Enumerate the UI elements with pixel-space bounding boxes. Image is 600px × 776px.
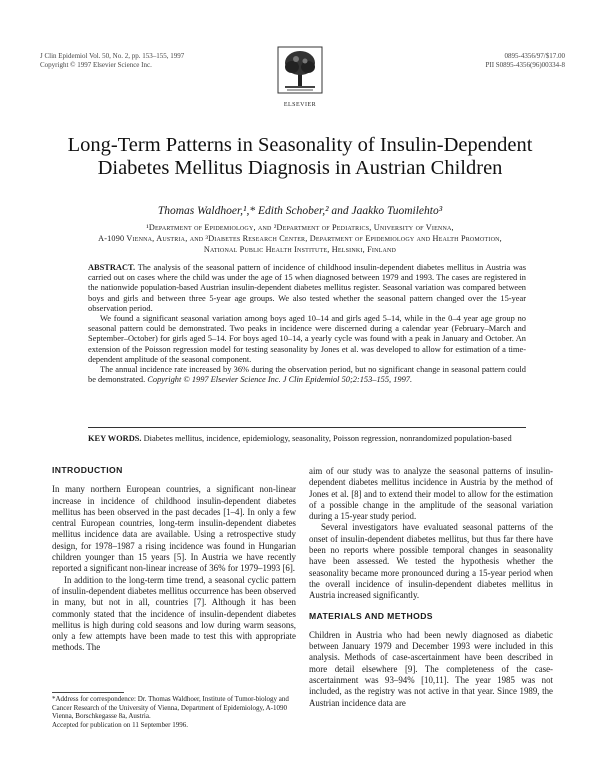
footnote-accepted: Accepted for publication on 11 September 1996. — [52, 720, 189, 729]
abstract-citation: Copyright © 1997 Elsevier Science Inc. J Clin Epidemiol 50;2:153–155, 1997. — [147, 375, 413, 385]
body-paragraph: aim of our study was to analyze the seasonal patterns of insulin-dependent diabetes mellitus incidence in Austria by the method of Jones et al. [8] and to extend their model to allow for the estimation of a possible change in the amplitude of the seasonal variation during a 15-year study period. — [309, 466, 553, 522]
abstract-label: ABSTRACT. — [88, 263, 136, 272]
affiliation-line: National Public Health Institute, Helsinki, Finland — [203, 245, 397, 254]
article-authors: Thomas Waldhoer,¹,* Edith Schober,² and Jaakko Tuomilehto³ — [157, 205, 443, 217]
elsevier-tree-icon — [277, 46, 323, 96]
journal-line-2: Copyright © 1997 Elsevier Science Inc. — [40, 61, 152, 69]
issn-line-1: 0895-4356/97/$17.00 — [504, 52, 565, 60]
article-affiliations — [60, 222, 540, 255]
body-paragraph: In addition to the long-term time trend, a seasonal cyclic pattern of insulin-dependent diabetes mellitus occurrence has been observed in many, but not in all, countries [7]. Although it has been commonly stated that the incidence of insulin-dependent diabetes mellitus is high during cold seasons and low during warm seasons, only a few attempts have been made to test this with appropriate methods. The — [52, 574, 296, 653]
abstract-paragraph: We found a significant seasonal variation among boys aged 10–14 and girls aged 5–14, while in the 0–4 year age group no seasonal pattern could be demonstrated. Two peaks in incidence were discerned during a calendar year (February–March and September–October) for girls aged 5–14. For boys aged 10–14, a yearly cycle was found with a peak in January and October. An extension of the Poisson regression model for testing seasonality by Jones et al. was developed to allow for estimation of a time-dependent amplitude of the seasonal component. — [88, 314, 526, 364]
abstract — [88, 263, 526, 385]
article-title: Long-Term Patterns in Seasonality of Insulin-Dependent Diabetes Mellitus Diagnosis in Austrian Children — [67, 134, 533, 179]
affiliation-line: A-1090 Vienna, Austria, and ³Diabetes Research Center, Department of Epidemiology and Health Promotion, — [98, 234, 502, 243]
abstract-paragraph — [88, 263, 526, 314]
abstract-divider — [88, 427, 526, 428]
section-heading-introduction: INTRODUCTION — [52, 465, 123, 475]
publisher-name: ELSEVIER — [283, 102, 317, 108]
section-heading-methods: MATERIALS AND METHODS — [309, 610, 433, 621]
keywords — [88, 434, 526, 444]
body-paragraph: Several investigators have evaluated seasonal patterns of the onset of insulin-dependent diabetes mellitus, but thus far there have been no reports where possible temporal changes in seasonality have been assessed. We tested the hypothesis whether the seasonality became more pronounced during a 15-year period when the overall incidence of insulin-dependent diabetes mellitus in Austria increased significantly. — [309, 522, 553, 601]
body-paragraph: In many northern European countries, a significant non-linear increase in incidence of childhood insulin-dependent diabetes mellitus has been observed in the past decades [1–4]. In only a few central European countries, long-term insulin-dependent diabetes mellitus incidence data are available. Using a retrospective study design, for 1978–1987 a rising incidence was found in Hungarian children younger than 15 years [5]. In Austria we have recently reported a significant non-linear increase of 36% for 1979–1993 [6]. — [52, 484, 296, 574]
footnote-address: *Address for correspondence: Dr. Thomas Waldhoer, Institute of Tumor-biology and Cancer Research of the University of Vienna, Department of Epidemiology, A-1090 Vienna, Borschkegasse 8a, Austria. — [52, 695, 289, 721]
journal-citation — [40, 52, 240, 70]
footnote-divider — [52, 692, 124, 693]
footnotes — [52, 695, 296, 729]
abstract-paragraph — [88, 365, 526, 385]
body-column-left — [52, 465, 296, 687]
publisher-logo — [270, 46, 330, 108]
affiliation-line: ¹Department of Epidemiology, and ²Department of Pediatrics, University of Vienna, — [146, 223, 454, 232]
body-column-right — [309, 466, 553, 766]
body-paragraph: Children in Austria who had been newly diagnosed as diabetic between January 1979 and December 1993 were included in this analysis. Methods of case-ascertainment have been described in more detail elsewhere [9]. The completeness of the case-ascertainment was 93–94% [10,11]. The year 1985 was not included, as the registry was not active in that year. Since 1989, the Austrian incidence data are — [309, 629, 553, 708]
keywords-text: Diabetes mellitus, incidence, epidemiology, seasonality, Poisson regression, nonrandomized population-based — [143, 434, 512, 443]
abstract-text: The annual incidence rate increased by 36% during the observation period, but no significant change in seasonal pattern could be demonstrated. — [88, 365, 526, 385]
issn-line-2: PII S0895-4356(96)00334-8 — [485, 61, 565, 69]
journal-line-1: J Clin Epidemiol Vol. 50, No. 2, pp. 153–155, 1997 — [40, 52, 185, 60]
keywords-label: KEY WORDS. — [88, 434, 142, 443]
issn-block — [445, 52, 565, 70]
abstract-text: The analysis of the seasonal pattern of incidence of childhood insulin-dependent diabetes mellitus in Austria was carried out on cases where the child was under the age of 15 when diagnosed between 1979 and 1993. The cases are registered in the nationwide population-based Austrian insulin-dependent diabetes mellitus register. Seasonal variation was compared between boys and girls and between three 5-year age groups. We also tested whether the seasonal pattern changed over the 15-year observation period. — [88, 263, 526, 313]
